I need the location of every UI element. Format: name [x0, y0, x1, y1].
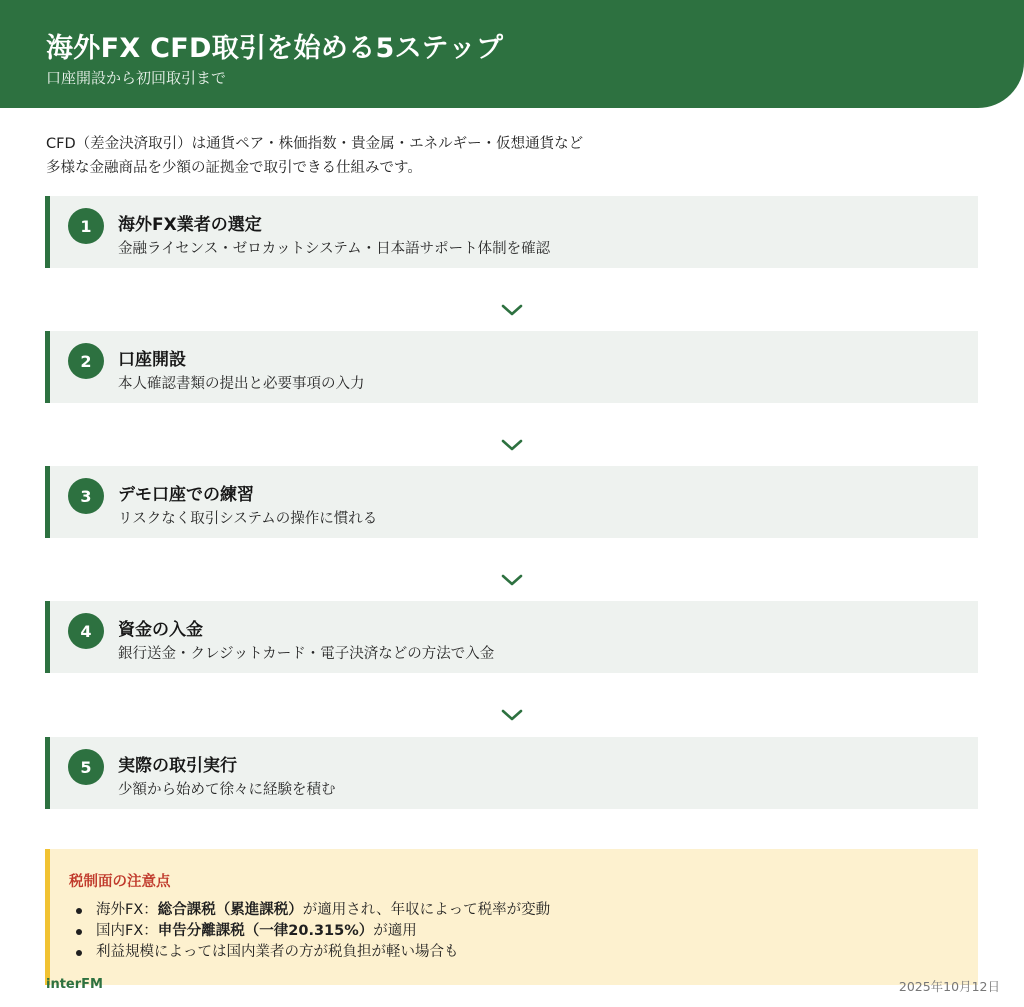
bullet-icon — [76, 908, 82, 914]
page-subtitle: 口座開設から初回取引まで — [46, 69, 227, 87]
step-card-2 — [45, 331, 978, 403]
chevron-down-icon — [500, 437, 524, 453]
chevron-down-icon — [500, 572, 524, 588]
publish-date: 2025年10月12日 — [898, 979, 1000, 994]
header-banner — [0, 0, 1024, 108]
step-title: 資金の入金 — [118, 620, 203, 640]
step-description: 金融ライセンス・ゼロカットシステム・日本語サポート体制を確認 — [118, 241, 551, 257]
step-card-1 — [45, 196, 978, 268]
step-card-5 — [45, 737, 978, 809]
notice-item — [74, 921, 550, 942]
notice-item-emphasis: 総合課税（累進課税） — [157, 902, 303, 918]
step-card-3 — [45, 466, 978, 538]
step-description: 少額から始めて徐々に経験を積む — [118, 782, 336, 798]
step-number-badge: 1 — [68, 208, 104, 244]
step-number-badge: 2 — [68, 343, 104, 379]
brand-logo-text: interFM — [46, 977, 103, 992]
tax-notice-box — [45, 849, 978, 985]
notice-item-prefix: 利益規模によっては国内業者の方が税負担が軽い場合も — [96, 944, 459, 960]
step-title: 口座開設 — [118, 350, 186, 370]
notice-item-prefix: 海外FX： — [96, 902, 158, 918]
step-title: 実際の取引実行 — [118, 756, 237, 776]
step-card-4 — [45, 601, 978, 673]
step-number-badge: 4 — [68, 613, 104, 649]
intro-paragraph — [46, 132, 746, 180]
bullet-icon — [76, 950, 82, 956]
step-number-badge: 5 — [68, 749, 104, 785]
chevron-down-icon — [500, 707, 524, 723]
page-title: 海外FX CFD取引を始める5ステップ — [46, 33, 504, 64]
intro-line: 多様な金融商品を少額の証拠金で取引できる仕組みです。 — [46, 160, 422, 176]
intro-line: CFD（差金決済取引）は通貨ペア・株価指数・貴金属・エネルギー・仮想通貨など — [46, 136, 584, 152]
step-description: リスクなく取引システムの操作に慣れる — [118, 511, 378, 527]
notice-list — [74, 900, 550, 963]
notice-item-prefix: 国内FX： — [96, 923, 158, 939]
notice-title: 税制面の注意点 — [69, 874, 171, 890]
notice-item — [74, 942, 550, 963]
step-number-badge: 3 — [68, 478, 104, 514]
step-title: 海外FX業者の選定 — [118, 215, 262, 235]
notice-item-suffix: が適用され、年収によって税率が変動 — [302, 902, 551, 918]
chevron-down-icon — [500, 302, 524, 318]
notice-item-suffix: が適用 — [373, 923, 417, 939]
step-description: 本人確認書類の提出と必要事項の入力 — [118, 376, 365, 392]
notice-item-emphasis: 申告分離課税（一律20.315%） — [157, 923, 374, 939]
step-title: デモ口座での練習 — [118, 485, 254, 505]
step-description: 銀行送金・クレジットカード・電子決済などの方法で入金 — [118, 646, 495, 662]
bullet-icon — [76, 929, 82, 935]
notice-item — [74, 900, 550, 921]
